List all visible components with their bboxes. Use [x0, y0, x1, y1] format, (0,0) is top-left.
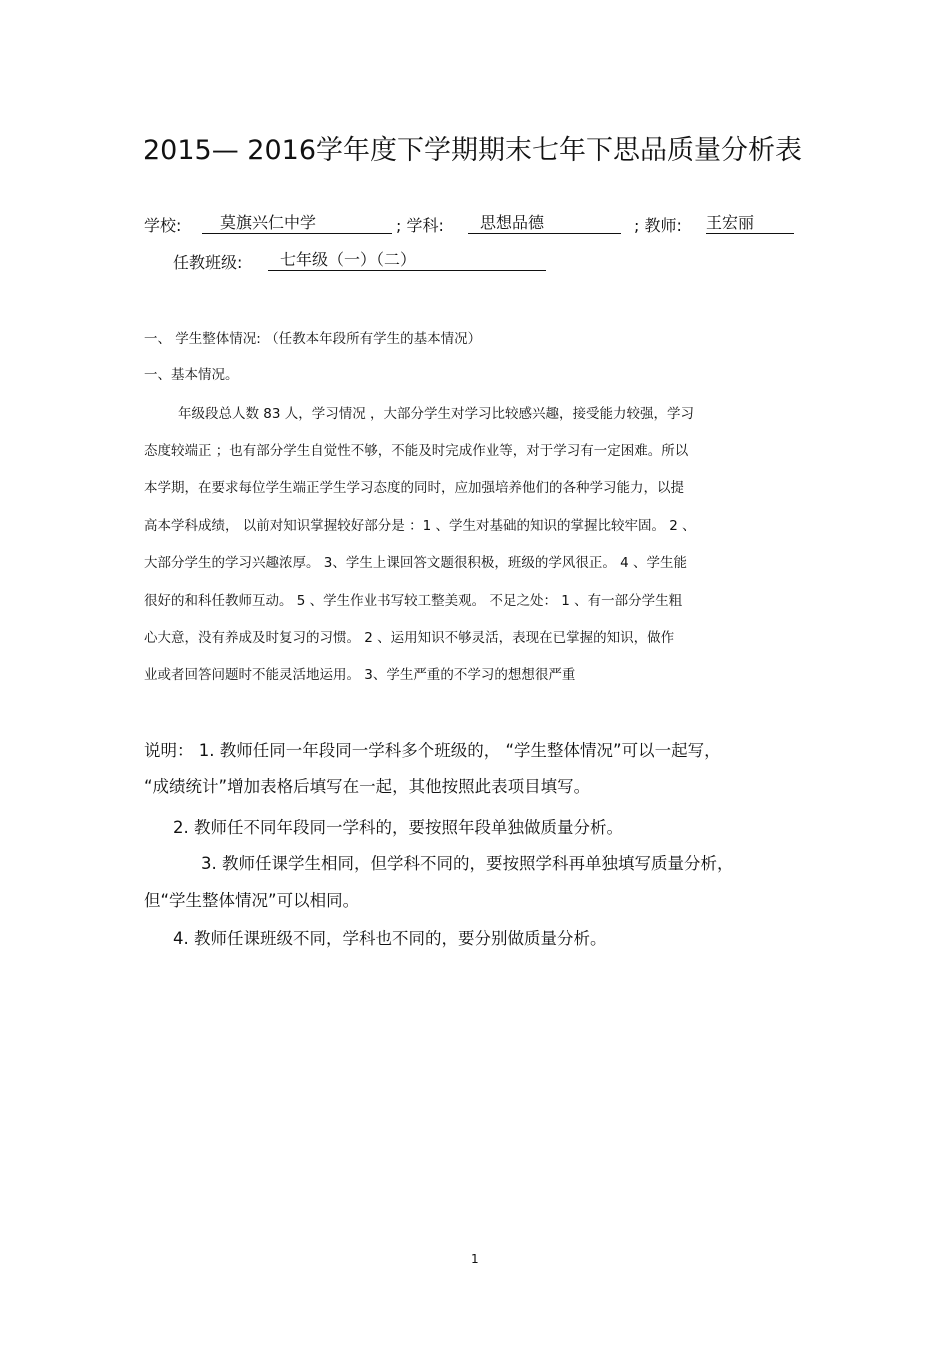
body-line: 年级段总人数 83 人，学习情况 ，大部分学生对学习比较感兴趣，接受能力较强，学习: [178, 406, 695, 422]
school-label: 学校:: [144, 216, 182, 235]
school-value: 莫旗兴仁中学: [202, 213, 392, 234]
document-title: 2015— 2016学年度下学期期末七年下思品质量分析表: [143, 135, 803, 166]
note-line: 2. 教师任不同年段同一学科的，要按照年段单独做质量分析。: [173, 818, 623, 837]
body-line: 态度较端正 ；也有部分学生自觉性不够，不能及时完成作业等，对于学习有一定困难。所以: [144, 443, 689, 459]
note-line: 4. 教师任课班级不同，学科也不同的，要分别做质量分析。: [173, 929, 607, 948]
note-line: “成绩统计”增加表格后填写在一起，其他按照此表项目填写。: [144, 777, 591, 796]
body-line: 大部分学生的学习兴趣浓厚。 3、学生上课回答文题很积极，班级的学风很正。 4 、学生能: [144, 555, 688, 571]
body-line: 很好的和科任教师互动。 5 、学生作业书写较工整美观。 不足之处： 1 、有一部分学生粗: [144, 593, 683, 609]
teacher-value: 王宏丽: [706, 213, 794, 234]
page-number: 1: [471, 1252, 479, 1266]
section-heading: 一、 学生整体情况: （任教本年段所有学生的基本情况）: [144, 331, 482, 347]
body-line: 本学期，在要求每位学生端正学生学习态度的同时，应加强培养他们的各种学习能力，以提: [144, 480, 684, 496]
body-line: 心大意，没有养成及时复习的习惯。 2 、运用知识不够灵活，表现在已掌握的知识，做作: [144, 630, 675, 646]
note-line: 但“学生整体情况”可以相同。: [144, 891, 360, 910]
subject-value: 思想品德: [468, 213, 621, 234]
note-line: 3. 教师任课学生相同，但学科不同的，要按照学科再单独填写质量分析，: [201, 854, 734, 873]
section-subheading: 一、基本情况。: [144, 367, 239, 383]
note-line: 说明： 1. 教师任同一年段同一学科多个班级的， “学生整体情况”可以一起写，: [144, 741, 721, 760]
class-label: 任教班级:: [173, 253, 243, 272]
body-line: 业或者回答问题时不能灵活地运用。 3、学生严重的不学习的想想很严重: [144, 667, 576, 683]
teacher-label: ; 教师:: [634, 216, 682, 235]
body-line: 高本学科成绩， 以前对知识掌握较好部分是 ：1 、学生对基础的知识的掌握比较牢固。 2 、: [144, 518, 696, 534]
class-value: 七年级（一）（二）: [268, 250, 546, 271]
subject-label: ; 学科:: [396, 216, 444, 235]
